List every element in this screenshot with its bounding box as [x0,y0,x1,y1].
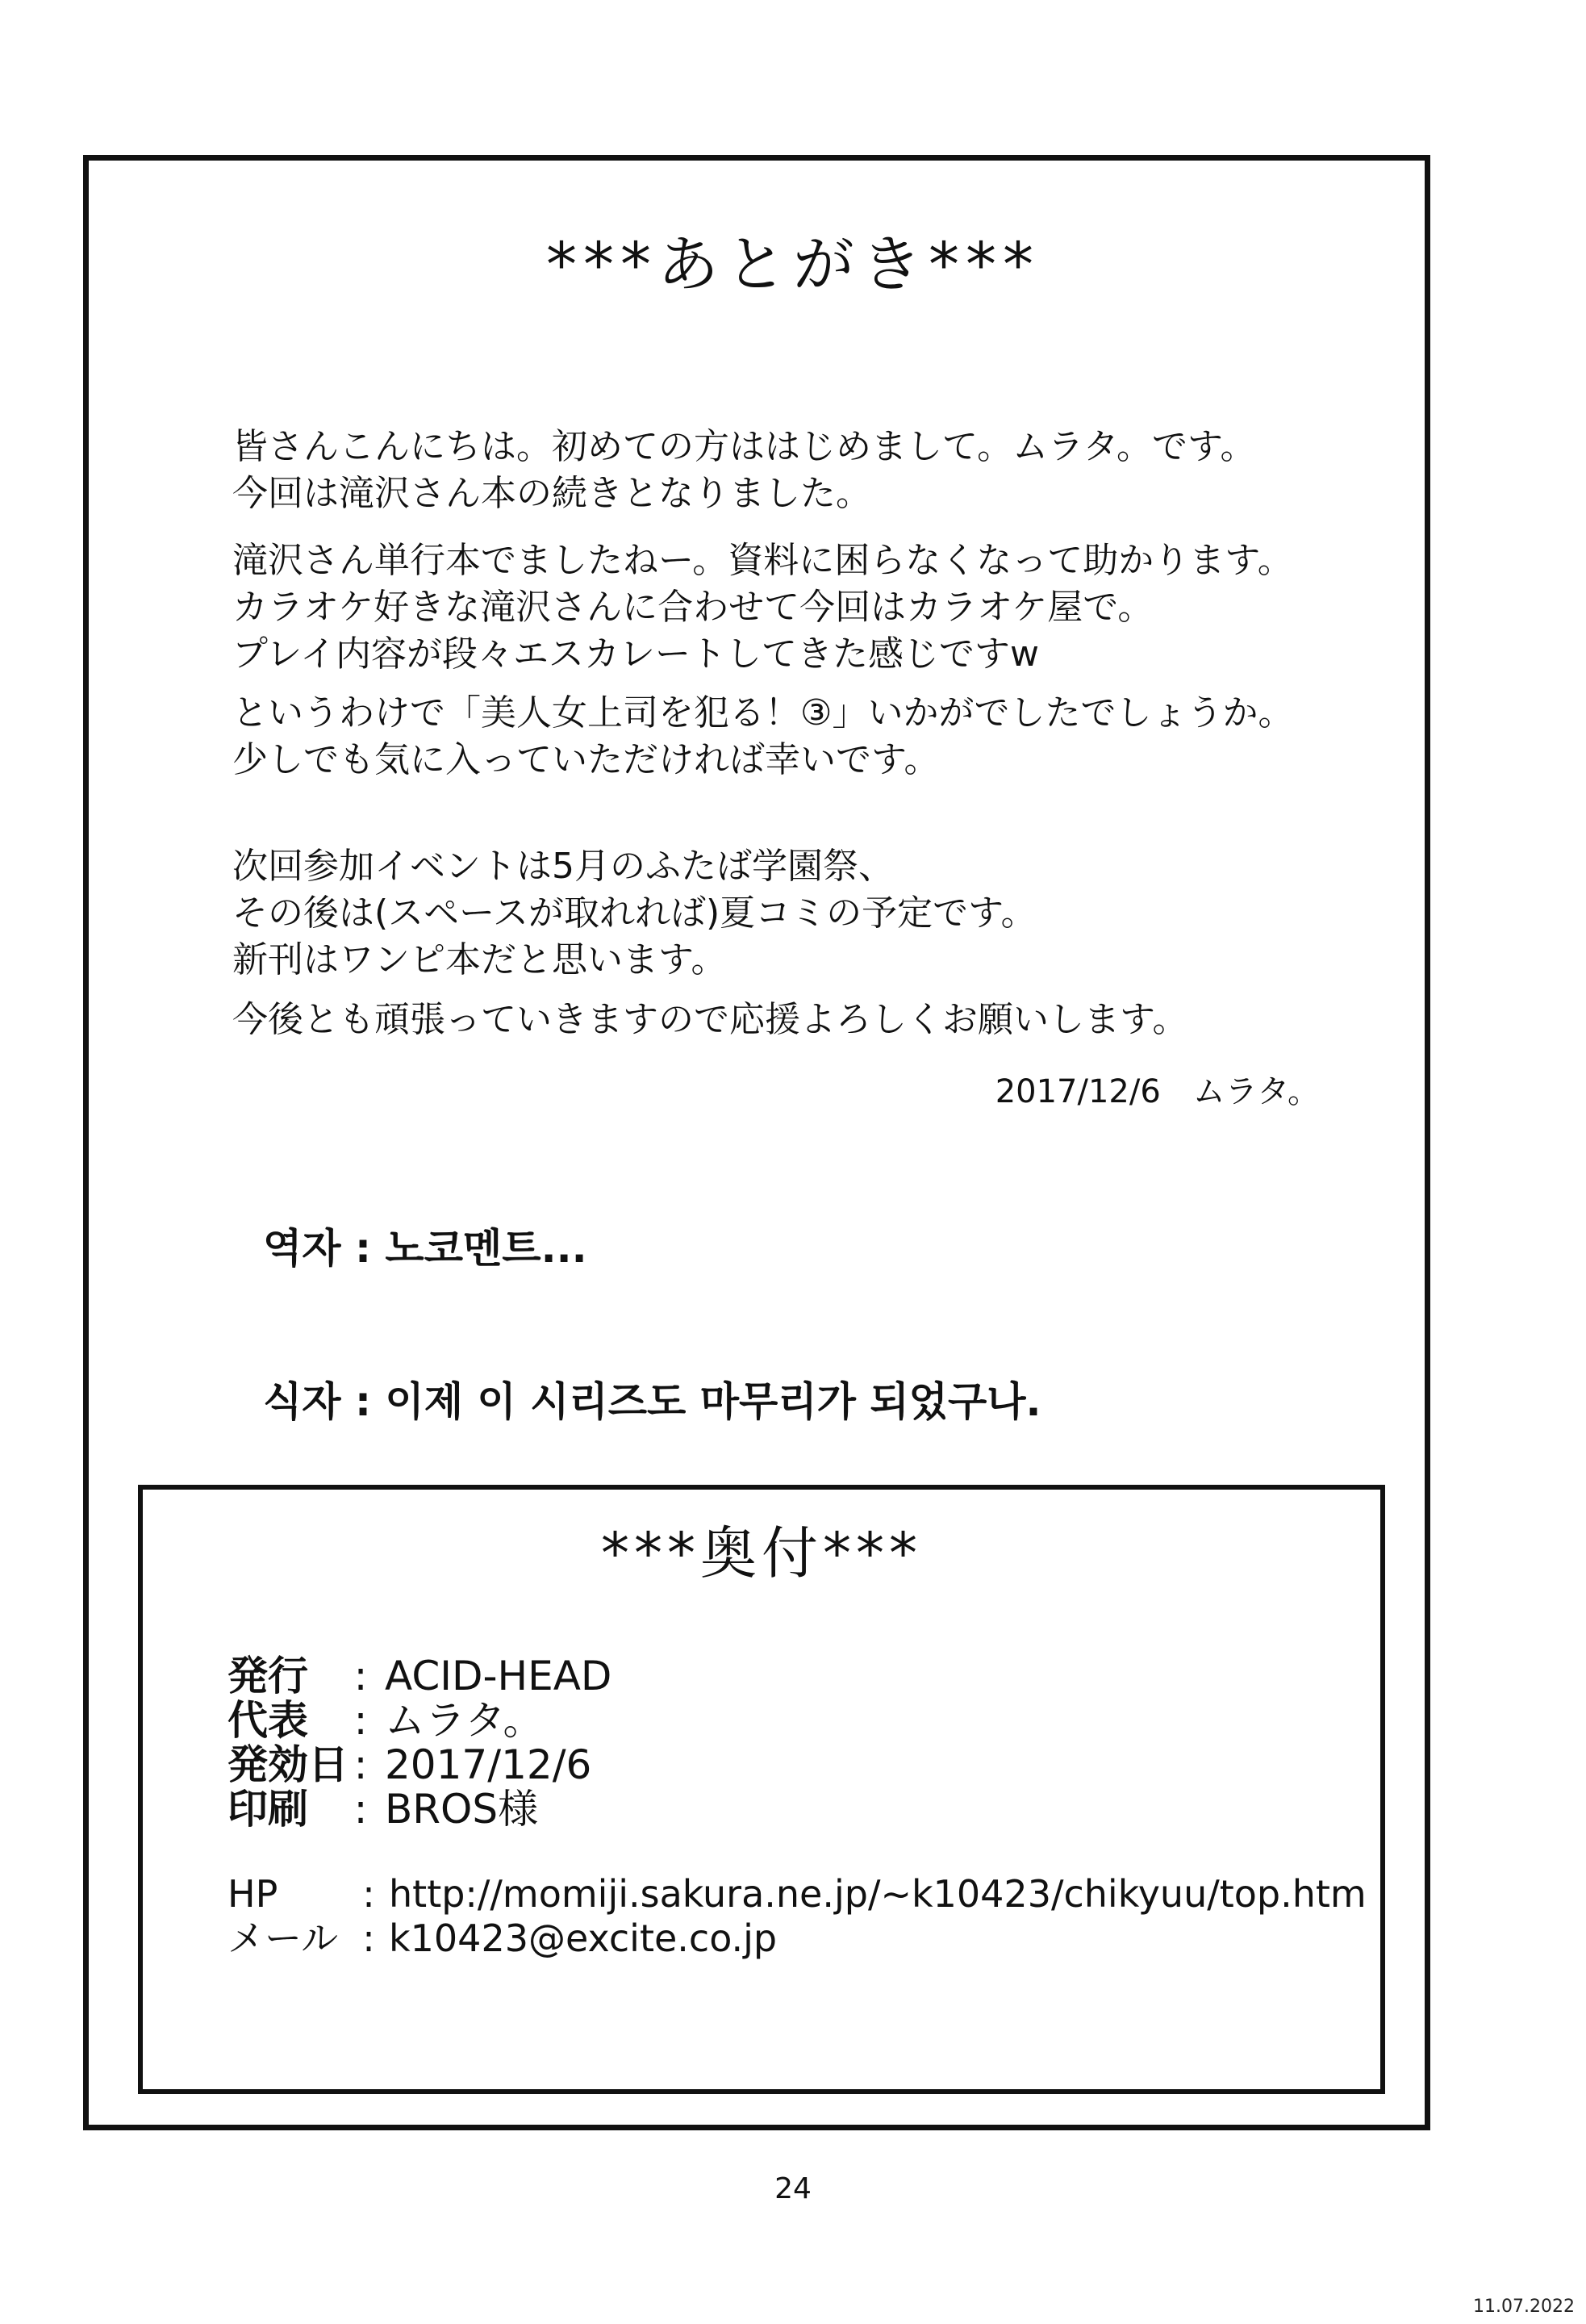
translator-credit: 역자 : 노코멘트... [263,1225,587,1272]
afterword-paragraph [232,690,1293,784]
text-line: 新刊はワンピ本だと思います。 [232,939,727,980]
text-line: 今後とも頑張っていきますので応援よろしくお願いします。 [232,999,1188,1040]
text-line: カラオケ好きな滝沢さんに合わせて今回はカラオケ屋で。 [232,587,1154,628]
colophon-value: BROS様 [385,1786,539,1833]
colophon-row-publisher [227,1653,612,1699]
contact-label: HP [227,1872,278,1916]
scan-date-stamp: 11.07.2022 [1473,2297,1575,2317]
contact-row-homepage [227,1872,1367,1916]
colophon-value: 2017/12/6 [385,1741,592,1788]
email-address[interactable]: k10423@excite.co.jp [389,1916,778,1960]
contact-separator: : [362,1872,375,1916]
contact-separator: : [362,1916,375,1960]
afterword-paragraph [232,997,1187,1043]
afterword-paragraph [232,537,1293,678]
text-line: プレイ内容が段々エスカレートしてきた感じですw [232,633,1040,675]
colophon-label: 代表 [227,1697,308,1744]
homepage-url[interactable]: http://momiji.sakura.ne.jp/~k10423/chikyuu/top.htm [389,1872,1367,1916]
text-line: というわけで「美人女上司を犯る！③」いかがでしたでしょうか。 [232,692,1294,734]
colophon-label: 印刷 [227,1786,308,1833]
colophon-separator: : [353,1741,368,1788]
text-line: 次回参加イベントは5月のふたば学園祭、 [232,846,894,887]
typesetter-credit: 식자 : 이제 이 시리즈도 마무리가 되었구나. [263,1378,1041,1425]
colophon-row-printer [227,1786,539,1833]
colophon-title: ***奥付*** [601,1520,922,1586]
colophon-row-issue-date [227,1741,592,1788]
afterword-paragraph [232,424,1256,517]
colophon-row-representative [227,1697,544,1744]
text-line: 皆さんこんにちは。初めての方ははじめまして。ムラタ。です。 [232,426,1256,467]
text-line: 今回は滝沢さん本の続きとなりました。 [232,473,871,514]
afterword-paragraph [232,843,1037,984]
text-line: その後は(スペースが取れれば)夏コミの予定です。 [232,892,1037,934]
page-number: 24 [774,2172,812,2205]
text-line: 滝沢さん単行本でましたねー。資料に困らなくなって助かります。 [232,540,1293,581]
colophon-separator: : [353,1653,368,1699]
contact-row-email [227,1916,778,1960]
colophon-value: ACID-HEAD [385,1653,612,1699]
colophon-label: 発行 [227,1653,308,1699]
contact-label: メール [227,1916,339,1960]
colophon-separator: : [353,1786,368,1833]
afterword-title: ***あとがき*** [546,228,1040,300]
afterword-signature: 2017/12/6 ムラタ。 [995,1073,1320,1110]
colophon-value: ムラタ。 [385,1697,544,1744]
colophon-label: 発効日 [227,1741,349,1788]
text-line: 少しでも気に入っていただければ幸いです。 [232,739,940,780]
colophon-separator: : [353,1697,368,1744]
